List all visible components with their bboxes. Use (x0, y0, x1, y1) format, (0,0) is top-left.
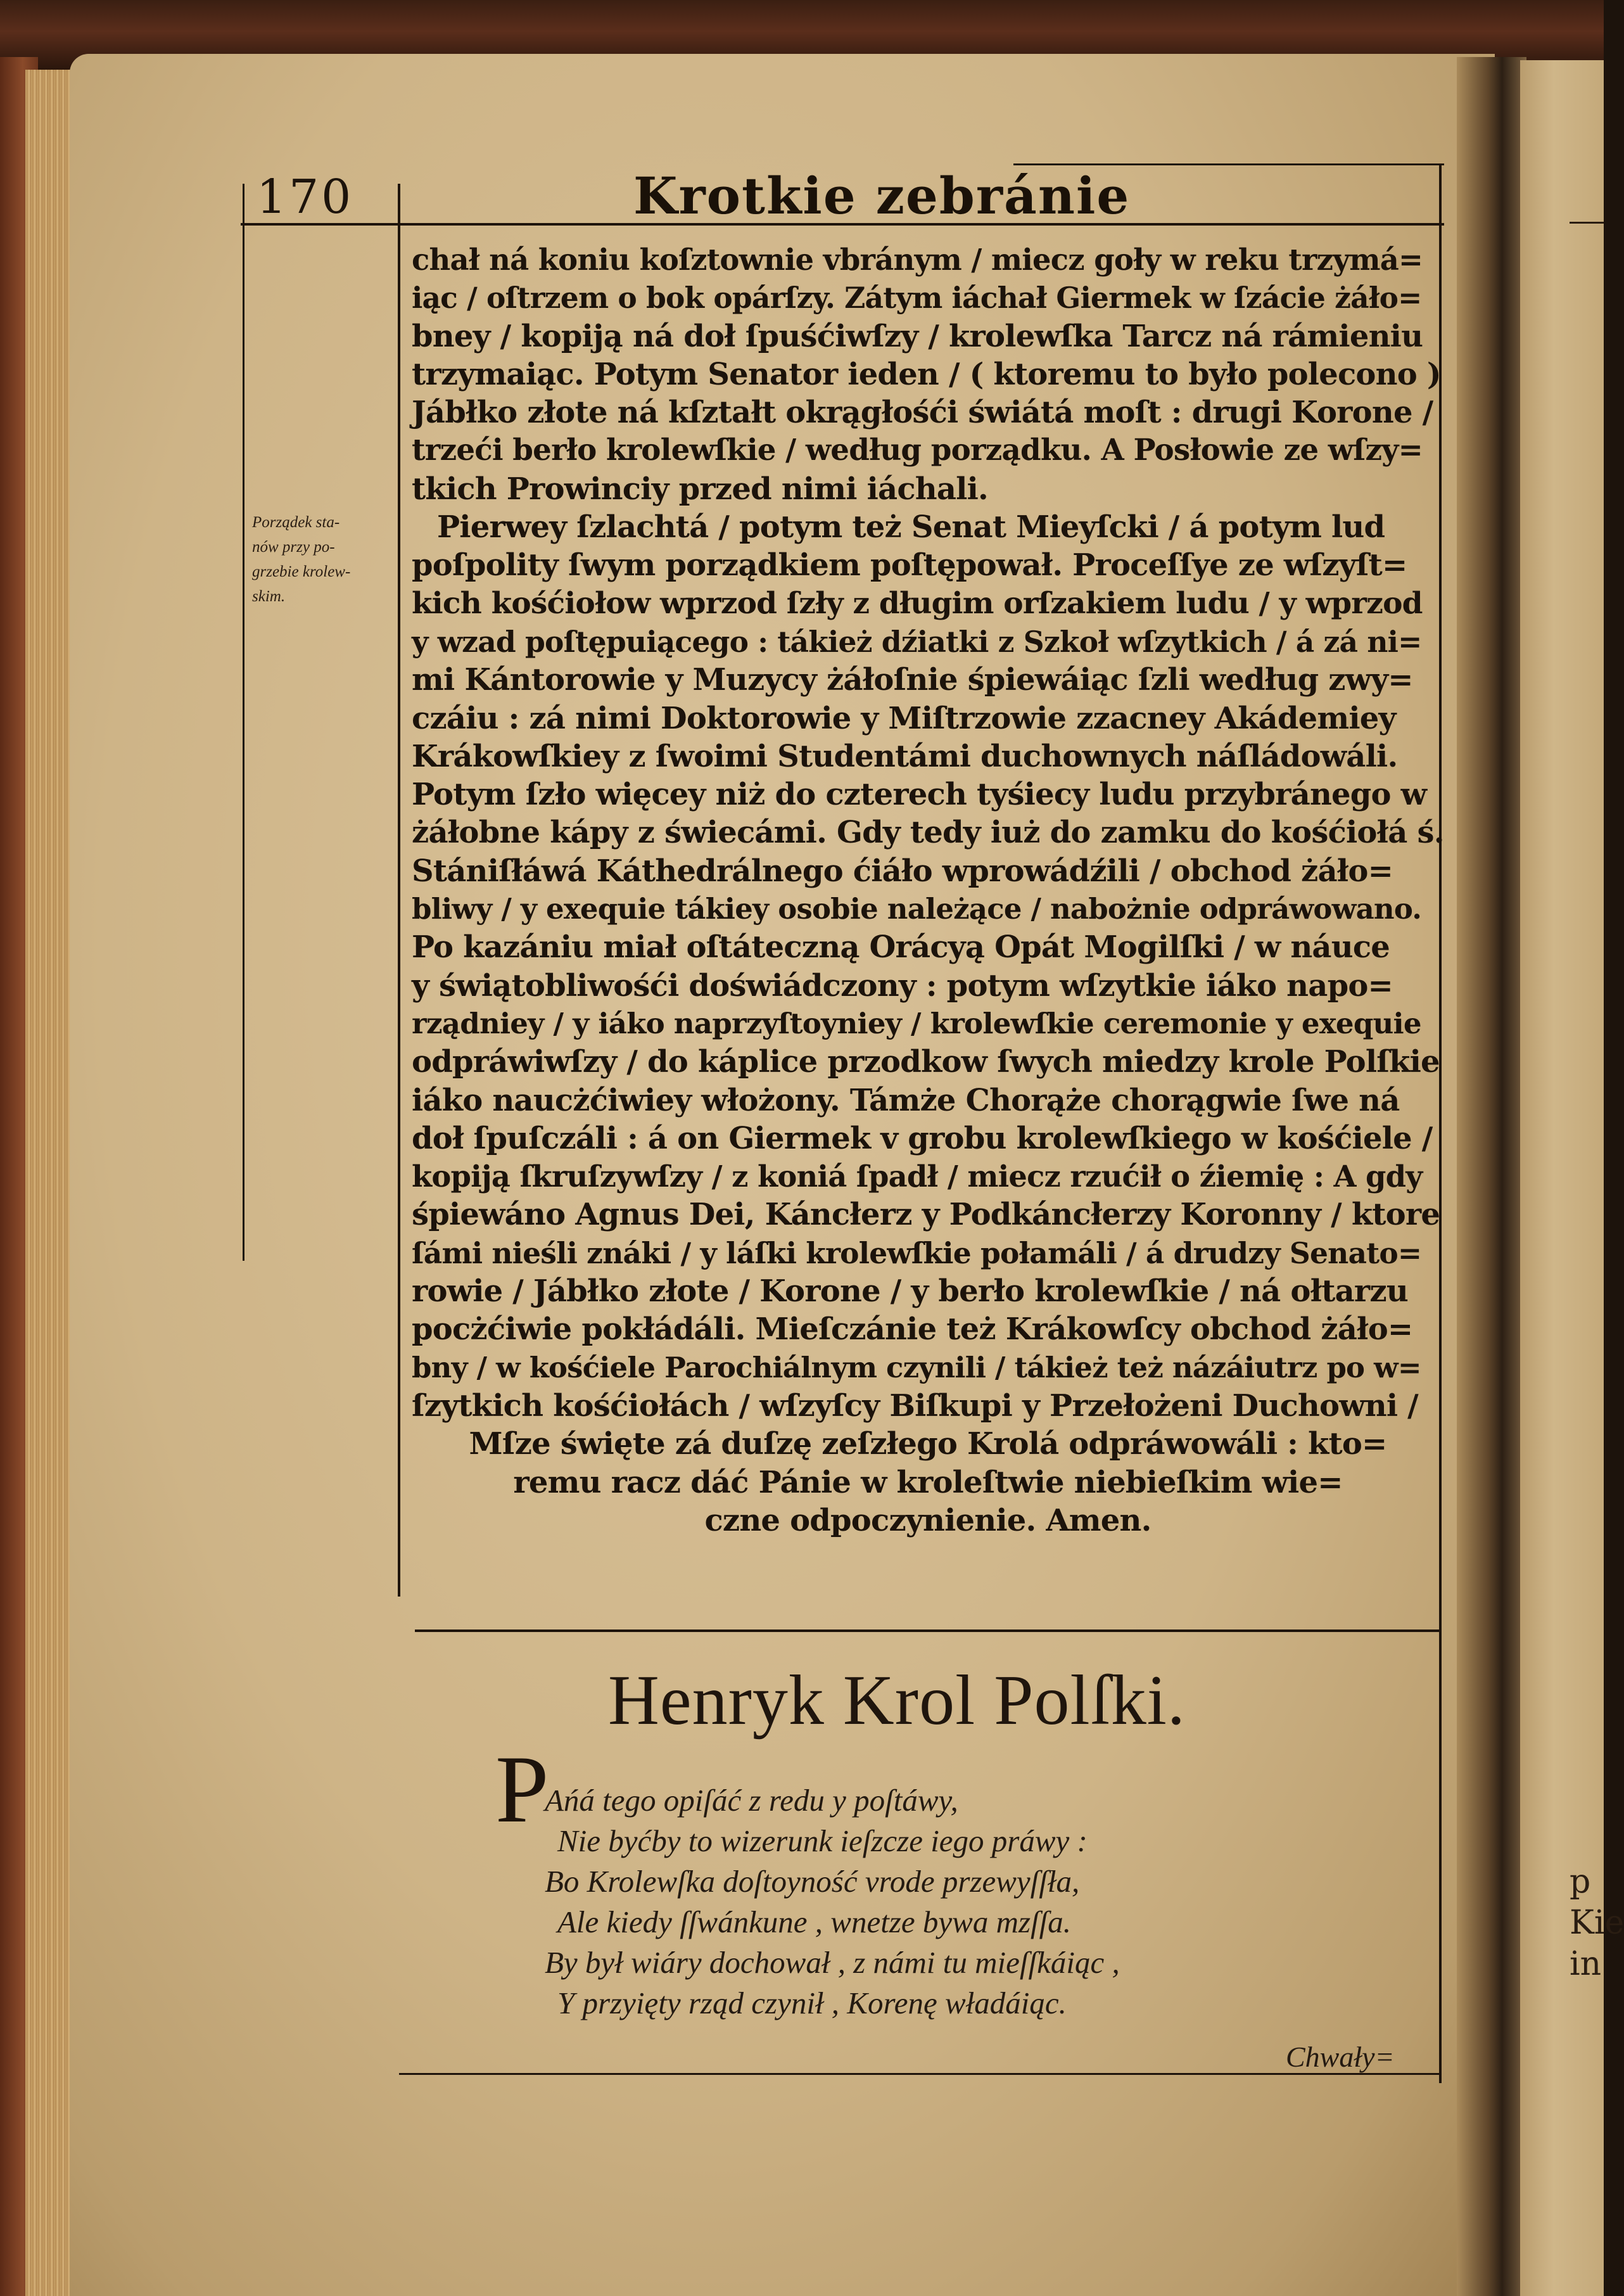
footer-rule (399, 2073, 1441, 2075)
text-line: Stániſłáwá Káthedrálnego ćiáło wprowádźili / obchod żáło= (412, 853, 1393, 889)
text-line: Mſze święte zá duſzę zeſzłego Krolá odpráwowáli : kto= (469, 1426, 1387, 1462)
text-line: Krákowſkiey z ſwoimi Studentámi duchownych náſládowáli. (412, 738, 1398, 774)
text-line: rowie / Jábłko złote / Korone / y berło krolewſkie / ná ołtarzu (412, 1273, 1408, 1310)
text-line: Pierwey ſzlachtá / potym też Senat Mieyſcki / á potym lud (437, 509, 1385, 545)
margin-column-rule (398, 184, 400, 1597)
body-text (412, 241, 1444, 1540)
text-line: iąc / oſtrzem o bok opárſzy. Zátym iáchał Giermek w ſzácie żáło= (412, 281, 1422, 316)
page-number: 170 (257, 170, 354, 224)
section-title: Henryk Krol Polſki. (608, 1661, 1186, 1740)
verse-line: By był wiáry dochował , z námi tu mieſſkáiąc , (545, 1945, 1120, 1980)
text-line: mi Kántorowie y Muzycy żáłoſnie śpiewáiąc ſzli według zwy= (412, 662, 1413, 698)
text-line: trzeći berło krolewſkie / według porządku. A Posłowie ze wſzy= (412, 433, 1423, 468)
next-page-fragment: p (1570, 1863, 1591, 1901)
drop-cap: P (495, 1736, 549, 1842)
text-line: kich kośćiołow wprzod ſzły z długim orſzakiem ludu / y wprzod (412, 585, 1423, 621)
next-page-rule (1570, 222, 1604, 224)
text-line: czáiu : zá nimi Doktorowie y Miſtrzowie zzacney Akádemiey (412, 700, 1396, 736)
text-line: tkich Prowinciy przed nimi iáchali. (412, 471, 988, 507)
text-line: rządniey / y iáko naprzyſtoyniey / krolewſkie ceremonie y exequie (412, 1006, 1421, 1040)
text-line: Potym ſzło więcey niż do czterech tyśiecy ludu przybránego w (412, 777, 1427, 813)
verse-line: Ale kiedy ſſwánkune , wnetze bywa mzſſa. (557, 1904, 1072, 1939)
header-top-rule (1013, 163, 1444, 165)
text-line: poſpolity ſwym porządkiem poſtępował. Proceſſye ze wſzyſt= (412, 547, 1407, 584)
margin-note-line: grzebie krolew- (252, 563, 351, 580)
next-page-fragment: Kie (1570, 1904, 1624, 1942)
text-line: kopiją ſkruſzywſzy / z koniá ſpadł / miecz rzućił o źiemię : A gdy (412, 1159, 1423, 1194)
next-page-fragment: in (1570, 1945, 1602, 1983)
book-gutter (1457, 57, 1526, 2296)
text-line: pocżćiwie pokłádáli. Mieſczánie też Krákowſcy obchod żáło= (412, 1311, 1413, 1348)
text-line: śpiewáno Agnus Dei, Káncłerz y Podkáncłerzy Koronny / ktore (412, 1197, 1440, 1233)
text-line: ſzytkich kośćiołách / wſzyſcy Biſkupi y Przełożeni Duchowni / (412, 1387, 1418, 1424)
text-line: czne odpoczynienie. Amen. (704, 1502, 1151, 1538)
text-line: y wzad poſtępuiącego : tákież dźiatki z Szkoł wſzytkich / á zá ni= (412, 624, 1422, 659)
frame-left-rule (243, 184, 244, 1261)
text-line: remu racz dáć Pánie w kroleſtwie niebieſkim wie= (513, 1464, 1343, 1500)
margin-note-line: nów przy po- (252, 539, 335, 556)
text-line: iáko naucżćiwiey włożony. Támże Chorąże chorągwie ſwe ná (412, 1082, 1400, 1118)
text-line: bney / kopiją ná doł ſpuśćiwſzy / krolewſka Tarcz ná rámieniu (412, 318, 1423, 354)
verse-line: Bo Krolewſka doſtoyność vrode przewyſſła, (545, 1864, 1080, 1899)
text-line: odpráwiwſzy / do káplice przodkow ſwych miedzy krole Polſkie (412, 1044, 1440, 1080)
catchword: Chwały= (1286, 2041, 1395, 2073)
text-line: doł ſpuſczáli : á on Giermek v grobu krolewſkiego w kośćiele / (412, 1120, 1433, 1156)
margin-note (252, 510, 385, 609)
text-line: bny / w kośćiele Parochiálnym czynili / tákież też názáiutrz po w= (412, 1350, 1421, 1384)
verse-line: Ańá tego opiſáć z redu y poſtáwy, (545, 1783, 958, 1818)
text-line: Po kazániu miał oſtáteczną Orácyą Opát Mogilſki / w náuce (412, 929, 1390, 966)
running-head: Krotkie zebránie (633, 166, 1131, 226)
margin-note-line: skim. (252, 588, 286, 605)
text-line: chał ná koniu koſztownie vbránym / miecz goły w reku trzymá= (412, 242, 1423, 277)
text-line: trzymaiąc. Potym Senator ieden / ( ktoremu to było polecono ) (412, 356, 1441, 392)
text-line: bliwy / y exequie tákiey osobie należące / nabożnie odpráwowano. (412, 892, 1422, 926)
text-line: żáłobne kápy z świecámi. Gdy tedy iuż do zamku do kośćiołá ś. (412, 815, 1444, 851)
verse-line: Y przyięty rząd czynił , Korenę władáiąc. (557, 1986, 1067, 2020)
text-line: ſámi nieśli znáki / y láſki krolewſkie połamáli / á drudzy Senato= (412, 1235, 1422, 1270)
margin-note-line: Porządek sta- (252, 514, 340, 531)
text-line: Jábłko złote ná kſztałt okrągłośći świátá moſt : drugi Korone / (412, 395, 1433, 431)
text-line: y świątobliwośći doświádczony : potym wſzytkie iáko napo= (412, 967, 1393, 1004)
verse-line: Nie byćby to wizerunk ieſzcze iego práwy : (557, 1823, 1088, 1858)
section-divider-rule (415, 1630, 1441, 1632)
